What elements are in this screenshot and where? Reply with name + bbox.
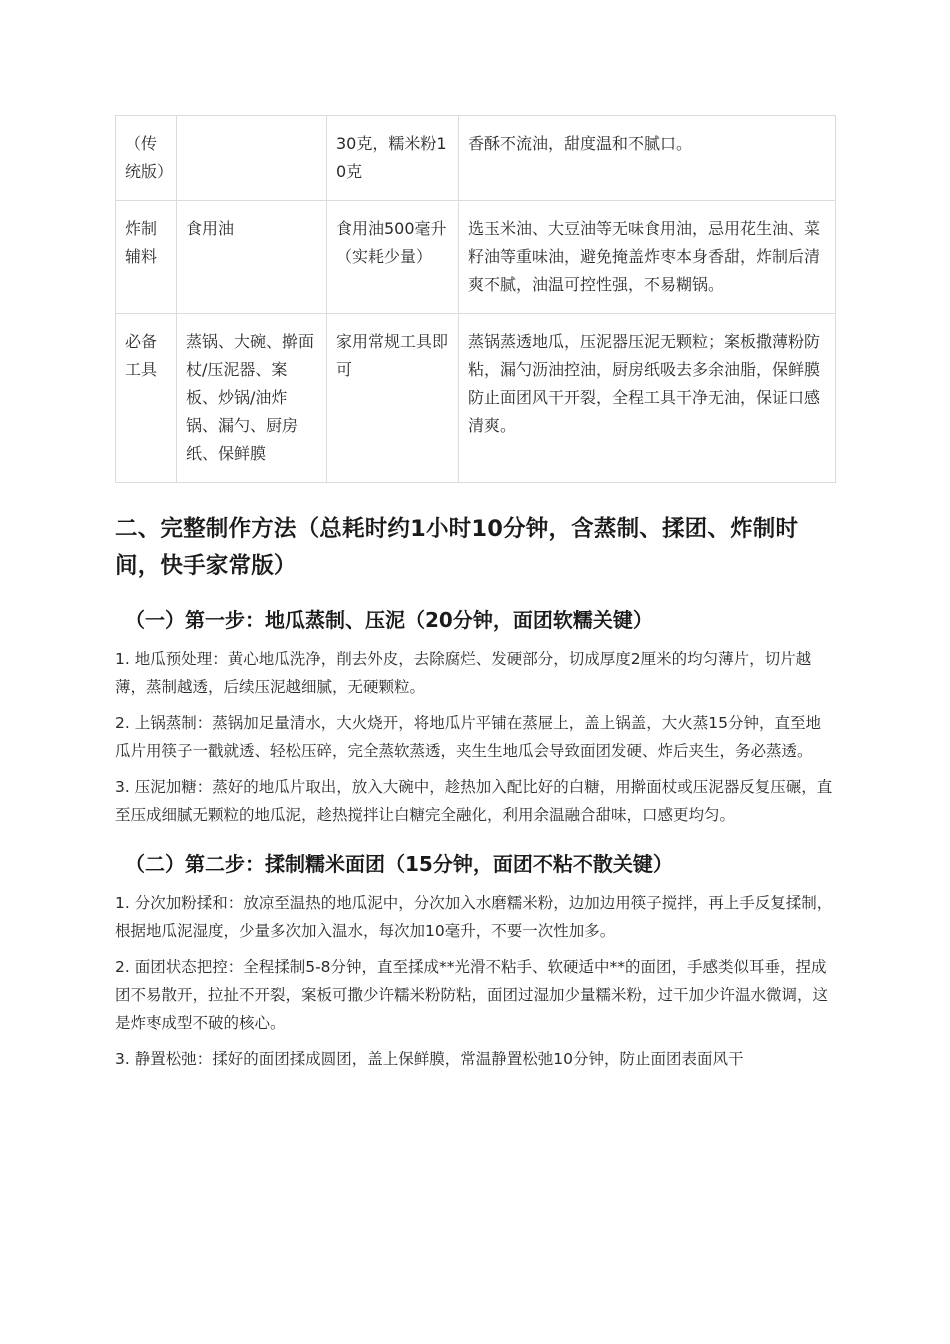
table-cell-category: 炸制辅料 xyxy=(116,201,177,314)
table-cell-item xyxy=(177,116,327,201)
table-cell-note: 选玉米油、大豆油等无味食用油，忌用花生油、菜籽油等重味油，避免掩盖炸枣本身香甜，炸制后清爽不腻，油温可控性强，不易糊锅。 xyxy=(459,201,836,314)
table-cell-category: 必备工具 xyxy=(116,314,177,483)
table-cell-note: 香酥不流油，甜度温和不腻口。 xyxy=(459,116,836,201)
table-row xyxy=(116,116,836,201)
step-paragraph: 1. 分次加粉揉和：放凉至温热的地瓜泥中，分次加入水磨糯米粉，边加边用筷子搅拌，再上手反复揉制，根据地瓜泥湿度，少量多次加入温水，每次加10毫升，不要一次性加多。 xyxy=(115,894,833,940)
step-heading: （二）第二步：揉制糯米面团（15分钟，面团不粘不散关键） xyxy=(125,852,673,876)
table-cell-item: 食用油 xyxy=(177,201,327,314)
table-cell-item: 蒸锅、大碗、擀面杖/压泥器、案板、炒锅/油炸锅、漏勺、厨房纸、保鲜膜 xyxy=(177,314,327,483)
section-heading: 二、完整制作方法（总耗时约1小时10分钟，含蒸制、揉团、炸制时间，快手家常版） xyxy=(115,516,799,579)
step-paragraph: 3. 压泥加糖：蒸好的地瓜片取出，放入大碗中，趁热加入配比好的白糖，用擀面杖或压泥器反复压碾，直至压成细腻无颗粒的地瓜泥，趁热搅拌让白糖完全融化，利用余温融合甜味，口感更均匀。 xyxy=(115,778,833,824)
table-cell-amount: 30克，糯米粉10克 xyxy=(327,116,459,201)
table-cell-note: 蒸锅蒸透地瓜，压泥器压泥无颗粒；案板撒薄粉防粘，漏勺沥油控油，厨房纸吸去多余油脂，保鲜膜防止面团风干开裂，全程工具干净无油，保证口感清爽。 xyxy=(459,314,836,483)
step-paragraph: 2. 上锅蒸制：蒸锅加足量清水，大火烧开，将地瓜片平铺在蒸屉上，盖上锅盖，大火蒸15分钟，直至地瓜片用筷子一戳就透、轻松压碎，完全蒸软蒸透，夹生生地瓜会导致面团发硬、炸后夹生，务必蒸透。 xyxy=(115,714,821,760)
table-row xyxy=(116,201,836,314)
document-page xyxy=(115,115,835,1081)
table-cell-amount: 家用常规工具即可 xyxy=(327,314,459,483)
step-heading: （一）第一步：地瓜蒸制、压泥（20分钟，面团软糯关键） xyxy=(125,608,653,632)
table-cell-category: （传统版） xyxy=(116,116,177,201)
table-cell-amount: 食用油500毫升（实耗少量） xyxy=(327,201,459,314)
step-paragraph: 3. 静置松弛：揉好的面团揉成圆团，盖上保鲜膜，常温静置松弛10分钟，防止面团表面风干 xyxy=(115,1050,744,1068)
ingredients-table xyxy=(115,115,836,483)
step-paragraph: 2. 面团状态把控：全程揉制5-8分钟，直至揉成**光滑不粘手、软硬适中**的面团，手感类似耳垂，捏成团不易散开，拉扯不开裂，案板可撒少许糯米粉防粘，面团过湿加少量糯米粉，过干加少许温水微调，这是炸枣成型不破的核心。 xyxy=(115,958,829,1032)
table-row xyxy=(116,314,836,483)
step-paragraph: 1. 地瓜预处理：黄心地瓜洗净，削去外皮，去除腐烂、发硬部分，切成厚度2厘米的均匀薄片，切片越薄，蒸制越透，后续压泥越细腻，无硬颗粒。 xyxy=(115,650,812,696)
